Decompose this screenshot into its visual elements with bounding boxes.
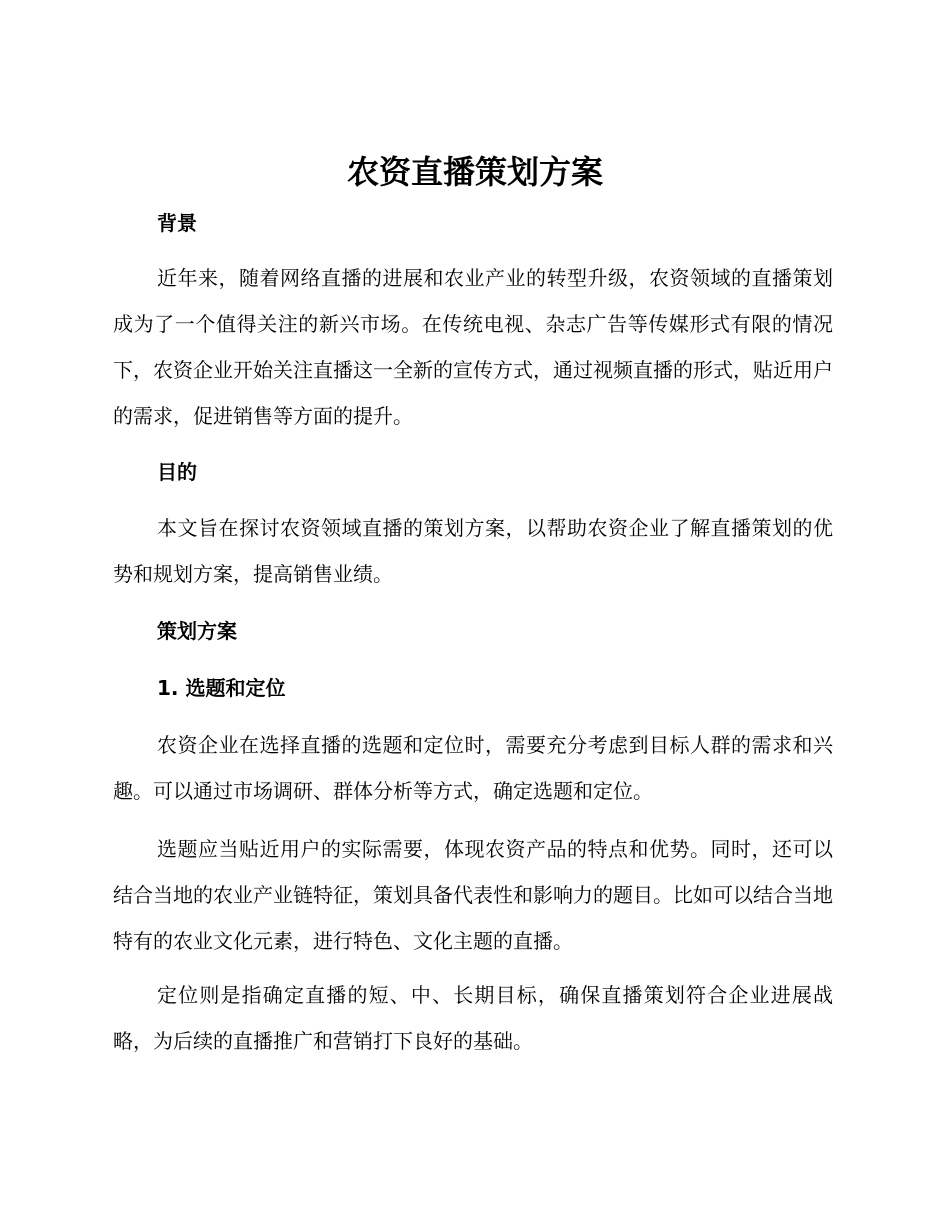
topic-positioning-paragraph-2: 选题应当贴近用户的实际需要，体现农资产品的特点和优势。同时，还可以结合当地的农业产业链特征，策划具备代表性和影响力的题目。比如可以结合当地特有的农业文化元素，进行特色、文化主题的直播。 [113, 837, 833, 953]
topic-positioning-paragraph-1: 农资企业在选择直播的选题和定位时，需要充分考虑到目标人群的需求和兴趣。可以通过市场调研、群体分析等方式，确定选题和定位。 [113, 733, 833, 803]
section-heading-purpose: 目的 [157, 460, 197, 484]
topic-positioning-paragraph-3: 定位则是指确定直播的短、中、长期目标，确保直播策划符合企业进展战略，为后续的直播推广和营销打下良好的基础。 [113, 983, 833, 1053]
background-paragraph: 近年来，随着网络直播的进展和农业产业的转型升级，农资领域的直播策划成为了一个值得关注的新兴市场。在传统电视、杂志广告等传媒形式有限的情况下，农资企业开始关注直播这一全新的宣传方式，通过视频直播的形式，贴近用户的需求，促进销售等方面的提升。 [113, 266, 833, 428]
document-title: 农资直播策划方案 [346, 153, 603, 191]
section-heading-background: 背景 [157, 211, 197, 235]
section-heading-plan: 策划方案 [157, 619, 237, 643]
subsection-heading-topic-positioning: 1. 选题和定位 [157, 676, 286, 700]
purpose-paragraph: 本文旨在探讨农资领域直播的策划方案，以帮助农资企业了解直播策划的优势和规划方案，提高销售业绩。 [113, 516, 833, 586]
